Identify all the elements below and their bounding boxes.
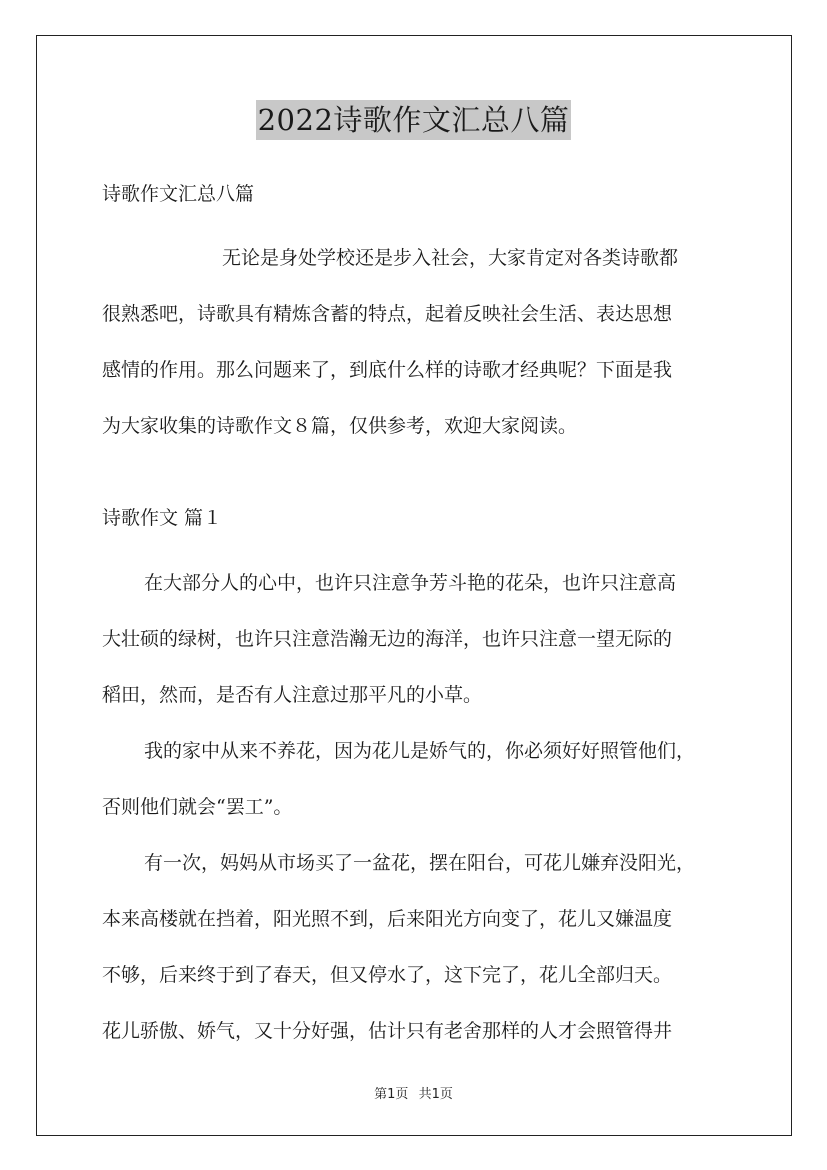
page-number-current: 第1页 xyxy=(374,1087,409,1102)
body-paragraph xyxy=(102,555,732,723)
intro-line: 很熟悉吧，诗歌具有精炼含蓄的特点，起着反映社会生活、表达思想 xyxy=(102,303,673,325)
intro-paragraph xyxy=(102,230,732,454)
paragraph-line: 不够，后来终于到了春天，但又停水了，这下完了，花儿全部归天。 xyxy=(102,964,673,986)
page-footer xyxy=(0,1083,827,1102)
intro-line: 感情的作用。那么问题来了，到底什么样的诗歌才经典呢？下面是我 xyxy=(102,359,673,381)
paragraph-line: 本来高楼就在挡着，阳光照不到，后来阳光方向变了，花儿又嫌温度 xyxy=(102,908,673,930)
paragraph-line: 我的家中从来不养花，因为花儿是娇气的，你必须好好照管他们， xyxy=(144,740,696,762)
intro-line: 为大家收集的诗歌作文８篇，仅供参考，欢迎大家阅读。 xyxy=(102,415,578,437)
section-body xyxy=(102,555,732,1059)
body-paragraph xyxy=(102,835,732,1059)
document-subtitle: 诗歌作文汇总八篇 xyxy=(102,183,255,205)
paragraph-line: 稻田，然而，是否有人注意过那平凡的小草。 xyxy=(102,684,483,706)
paragraph-line: 大壮硕的绿树，也许只注意浩瀚无边的海洋，也许只注意一望无际的 xyxy=(102,628,673,650)
paragraph-line: 否则他们就会“罢工”。 xyxy=(102,796,293,818)
title-container xyxy=(0,100,827,140)
body-paragraph xyxy=(102,723,732,835)
page-number-total: 共1页 xyxy=(418,1087,453,1102)
intro-line: 无论是身处学校还是步入社会，大家肯定对各类诗歌都 xyxy=(222,247,679,269)
paragraph-line: 有一次，妈妈从市场买了一盆花，摆在阳台，可花儿嫌弃没阳光， xyxy=(144,852,696,874)
section-heading: 诗歌作文 篇１ xyxy=(102,507,223,529)
paragraph-line: 在大部分人的心中，也许只注意争芳斗艳的花朵，也许只注意高 xyxy=(144,572,677,594)
paragraph-line: 花儿骄傲、娇气，又十分好强，估计只有老舍那样的人才会照管得井 xyxy=(102,1020,673,1042)
document-title: 2022诗歌作文汇总八篇 xyxy=(256,100,572,140)
